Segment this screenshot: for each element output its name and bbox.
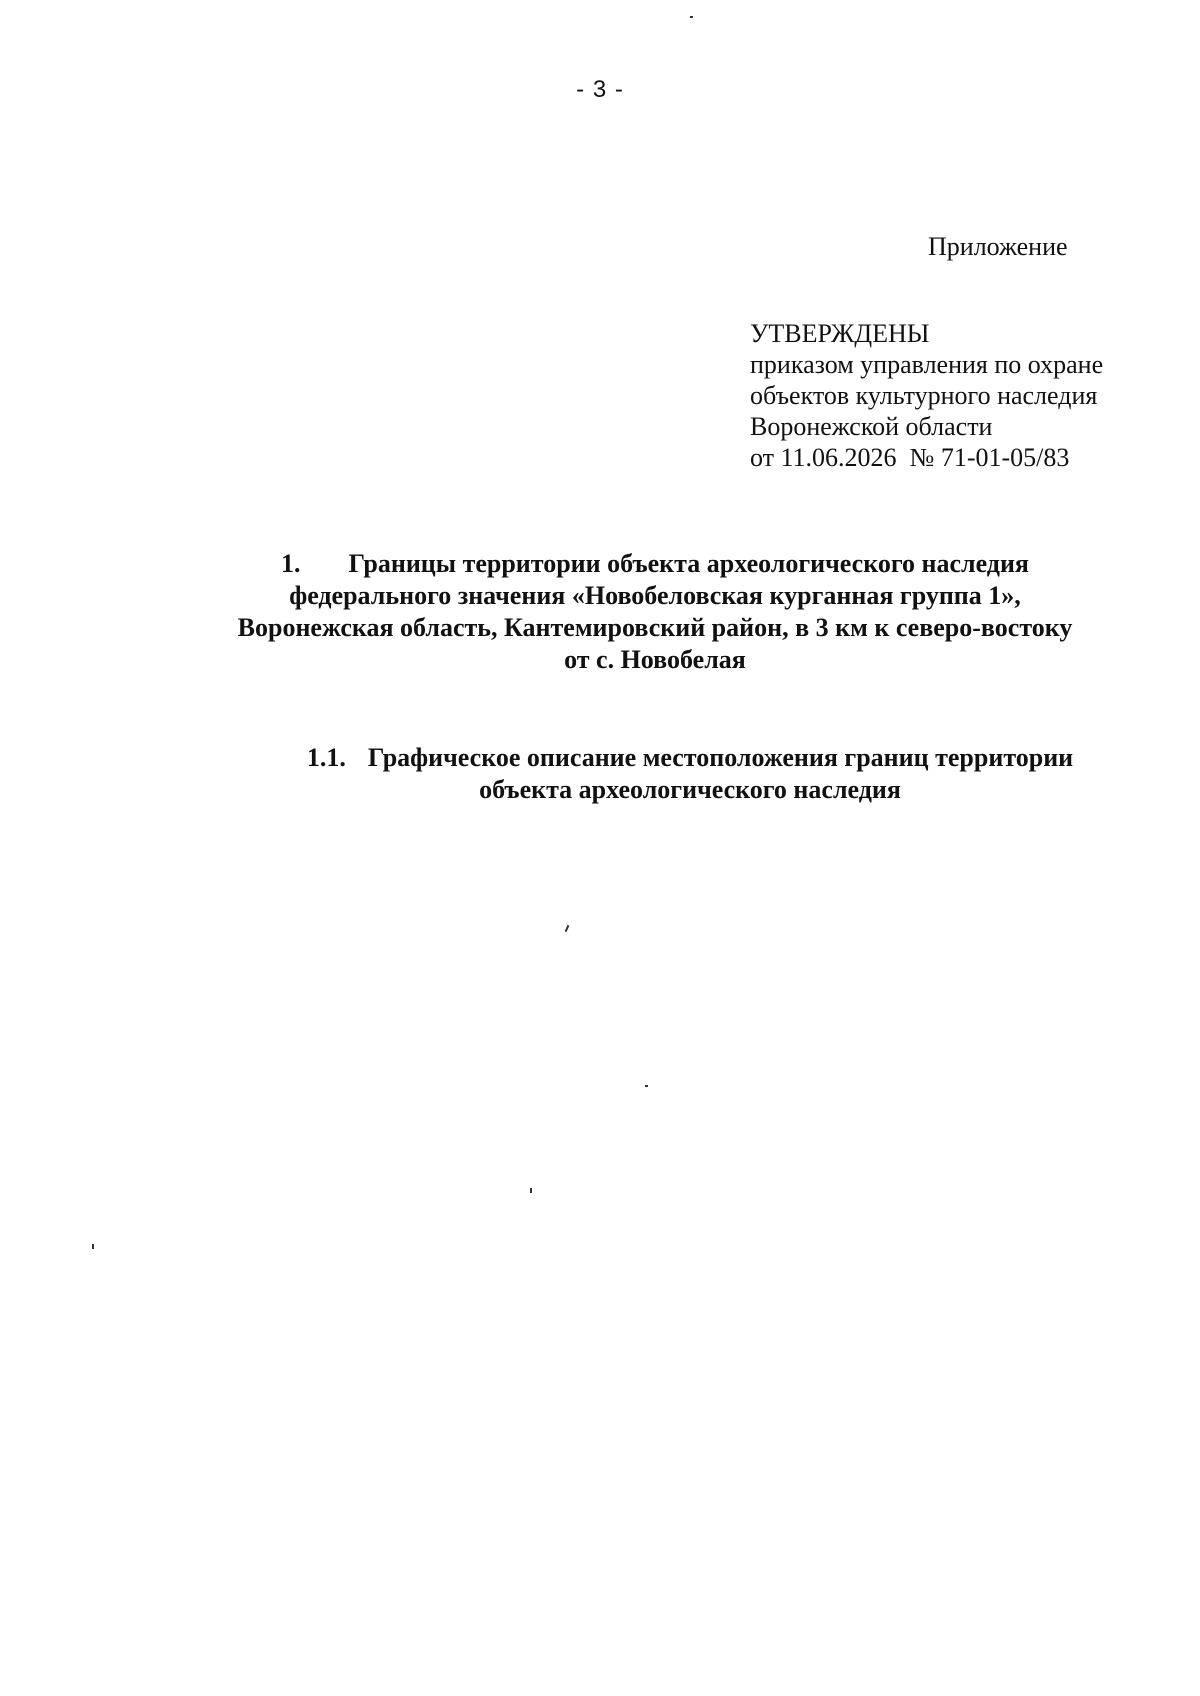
section-1-1-heading-line [250,742,1130,774]
section-1-heading-line [190,548,1120,580]
section-1-1-title-line: Графическое описание местоположения границ территории [367,743,1074,772]
approval-line: приказом управления по охране [750,350,1104,379]
approval-title: УТВЕРЖДЕНЫ [750,319,930,348]
page-number: - 3 - [576,76,624,103]
section-1-1-number: 1.1. [306,743,346,772]
section-1-title-line: Границы территории объекта археологического наследия [348,549,1030,578]
approval-order-date-number: от 11.06.2026 № 71-01-05/83 [750,443,1070,472]
section-1-heading [190,548,1120,676]
scan-speck [565,925,570,932]
approval-line: Воронежской области [750,412,993,441]
section-1-number: 1. [280,549,301,578]
scan-speck [645,1085,648,1087]
section-1-title-line: Воронежская область, Кантемировский район, в 3 км к северо-востоку [237,613,1073,642]
appendix-label: Приложение [928,232,1068,261]
section-1-1-heading [250,742,1130,806]
scan-speck [530,1188,532,1193]
approval-line: объектов культурного наследия [750,381,1098,410]
approval-block [750,318,1103,473]
scan-speck [690,16,693,18]
section-1-title-line: от с. Новобелая [564,645,746,674]
scan-speck [92,1244,94,1249]
section-1-1-title-line: объекта археологического наследия [479,775,901,804]
section-1-title-line: федерального значения «Новобеловская курганная группа 1», [289,581,1021,610]
